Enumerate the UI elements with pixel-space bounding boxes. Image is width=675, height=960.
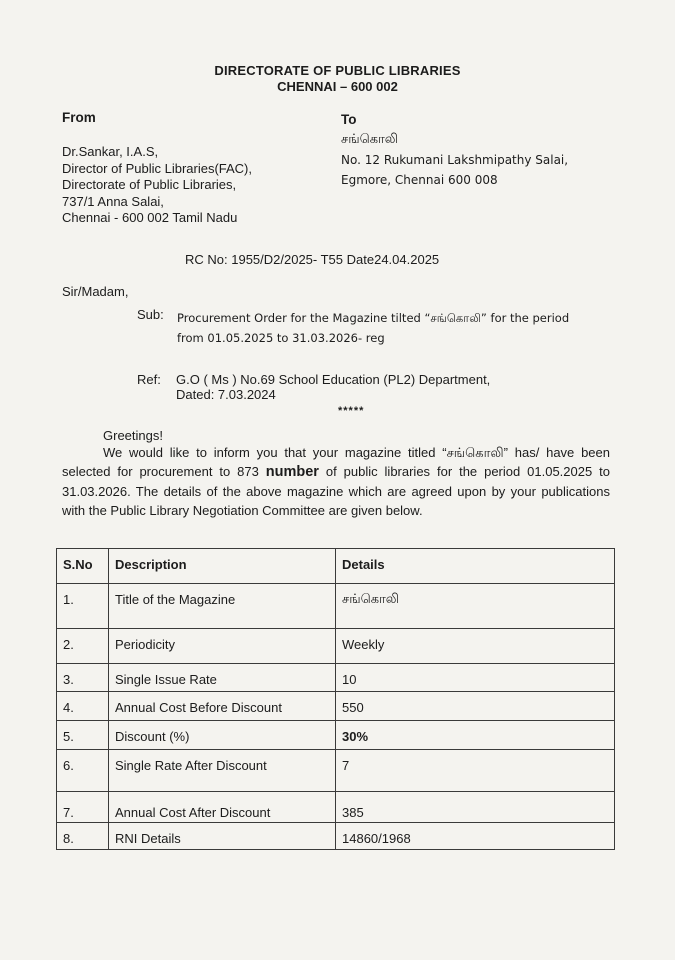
from-label: From xyxy=(62,110,96,125)
magazine-details-table xyxy=(56,548,615,850)
sender-line: Dr.Sankar, I.A.S, xyxy=(62,144,159,159)
table-row xyxy=(57,721,615,750)
table-cell: 1. xyxy=(57,584,109,629)
reference-line: Dated: 7.03.2024 xyxy=(176,387,276,402)
table-row xyxy=(57,664,615,692)
table-cell: Periodicity xyxy=(109,629,336,664)
table-cell: 385 xyxy=(336,792,615,823)
table-cell: 4. xyxy=(57,692,109,721)
table-cell: 2. xyxy=(57,629,109,664)
column-header: Description xyxy=(109,549,336,584)
table-cell: 14860/1968 xyxy=(336,823,615,850)
table-cell: 550 xyxy=(336,692,615,721)
sender-line: Director of Public Libraries(FAC), xyxy=(62,160,252,176)
table-cell: 5. xyxy=(57,721,109,750)
recipient-line: சங்கொலி xyxy=(341,132,399,147)
table-cell: சங்கொலி xyxy=(336,584,615,629)
table-cell: 7 xyxy=(336,750,615,792)
paragraph-part: We would like to inform you that your magazine titled “சங்கொலி” has/ have been selected for procurement to 873 xyxy=(62,445,610,479)
table-cell: 10 xyxy=(336,664,615,692)
table-row xyxy=(57,750,615,792)
reference-number-date: RC No: 1955/D2/2025- T55 Date24.04.2025 xyxy=(185,252,440,267)
table-cell: Discount (%) xyxy=(109,721,336,750)
recipient-line: Egmore, Chennai 600 008 xyxy=(341,173,498,187)
to-label: To xyxy=(341,112,357,127)
table-cell: Single Rate After Discount xyxy=(109,750,336,792)
sender-line: 737/1 Anna Salai, xyxy=(62,193,164,209)
table-row xyxy=(57,584,615,629)
body-paragraph xyxy=(62,443,610,520)
table-cell: 30% xyxy=(336,721,615,750)
separator-stars: ***** xyxy=(338,405,365,417)
reference-text xyxy=(176,372,490,402)
table-row xyxy=(57,792,615,823)
table-cell: 7. xyxy=(57,792,109,823)
reference-label: Ref: xyxy=(137,372,161,387)
table-row xyxy=(57,823,615,850)
table-cell: 8. xyxy=(57,823,109,850)
sender-address xyxy=(62,144,252,227)
table-row xyxy=(57,692,615,721)
table-cell: 6. xyxy=(57,750,109,792)
paragraph-part: of public libraries for the period 01.05.2025 to 31.03.2026. The details of the above magazine which are agreed upon by your publications with the Public Library Negotiation Committee are given below. xyxy=(62,464,610,518)
letterhead-city: CHENNAI – 600 002 xyxy=(277,79,398,94)
table-cell: Weekly xyxy=(336,629,615,664)
column-header: S.No xyxy=(57,549,109,584)
letterhead-title: DIRECTORATE OF PUBLIC LIBRARIES xyxy=(214,63,461,78)
paragraph-bold: number xyxy=(265,464,319,480)
table-cell: Annual Cost After Discount xyxy=(109,792,336,823)
reference-line: G.O ( Ms ) No.69 School Education (PL2) Department, xyxy=(176,372,491,387)
table-cell: RNI Details xyxy=(109,823,336,850)
table-header-row xyxy=(57,549,615,584)
recipient-address xyxy=(341,129,568,190)
subject-text: Procurement Order for the Magazine tilted “சங்கொலி” for the period from 01.05.2025 to 31.03.2026- reg xyxy=(177,311,570,345)
table-cell: 3. xyxy=(57,664,109,692)
subject-label: Sub: xyxy=(137,307,164,322)
table-cell: Single Issue Rate xyxy=(109,664,336,692)
table-cell: Title of the Magazine xyxy=(109,584,336,629)
column-header: Details xyxy=(336,549,615,584)
sender-line: Directorate of Public Libraries, xyxy=(62,177,237,192)
greeting: Greetings! xyxy=(103,428,163,443)
sender-line: Chennai - 600 002 Tamil Nadu xyxy=(62,210,238,225)
table-row xyxy=(57,629,615,664)
table-cell: Annual Cost Before Discount xyxy=(109,692,336,721)
salutation: Sir/Madam, xyxy=(62,284,129,299)
recipient-line: No. 12 Rukumani Lakshmipathy Salai, xyxy=(341,153,569,167)
